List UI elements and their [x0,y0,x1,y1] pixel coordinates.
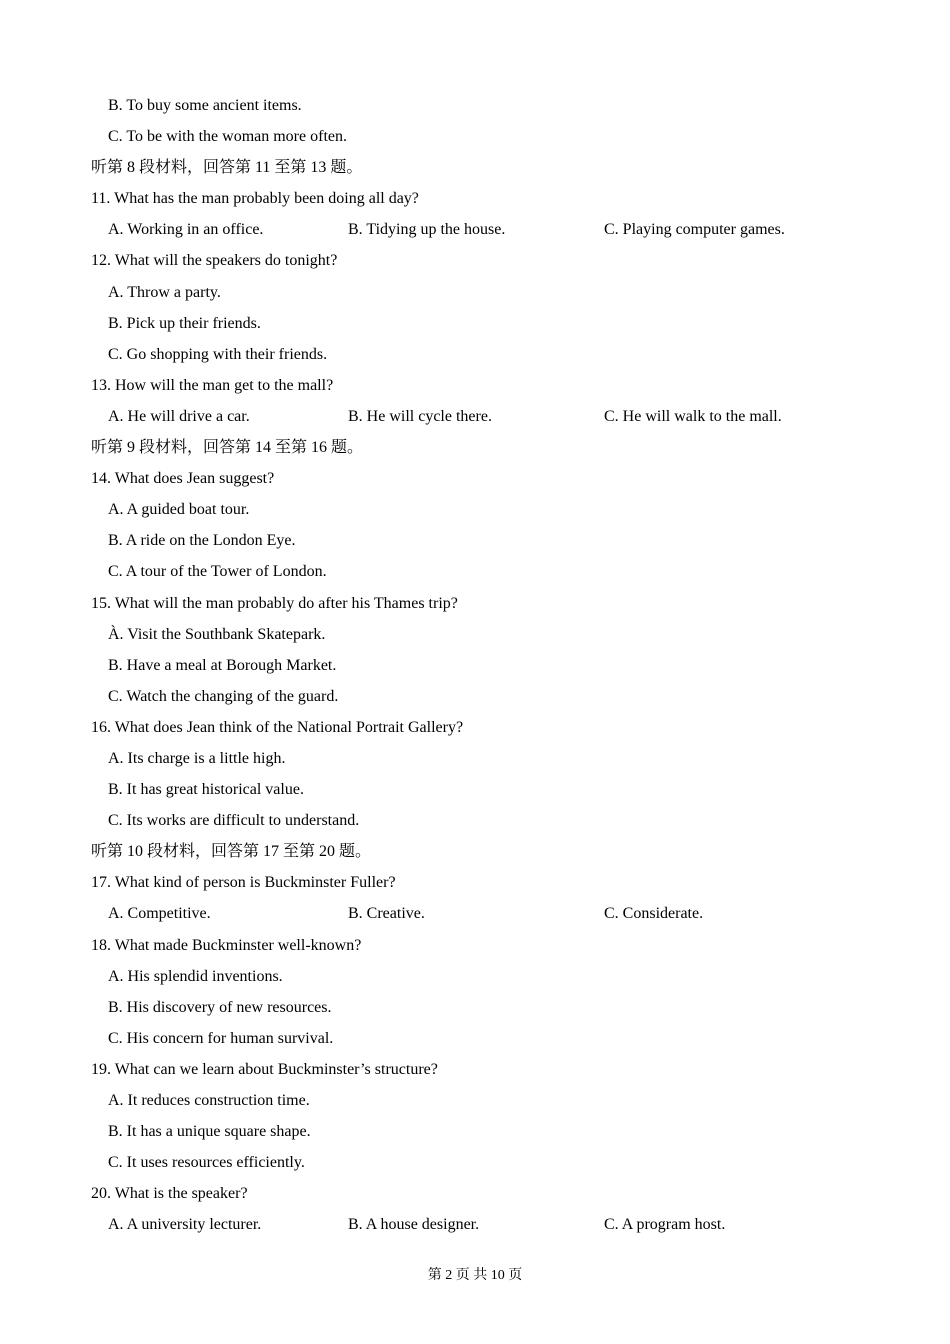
option-c: C. Considerate. [604,905,704,923]
option-text: A. It reduces construction time. [108,1092,310,1109]
option-text: C. To be with the woman more often. [108,128,347,146]
question-text: 11. What has the man probably been doing all day? [91,190,419,208]
option-text: B. His discovery of new resources. [108,998,332,1016]
option-text: C. Go shopping with their friends. [108,345,328,363]
question-text: 15. What will the man probably do after his Thames trip? [91,594,458,612]
option-c: C. He will walk to the mall. [604,407,782,425]
question-text: 16. What does Jean think of the National Portrait Gallery? [91,718,464,736]
option-text: B. Have a meal at Borough Market. [108,656,337,674]
option-text: À. Visit the Southbank Skatepark. [108,625,326,643]
option-text: A. Throw a party. [108,283,221,301]
option-text: B. It has a unique square shape. [108,1123,311,1141]
option-text: C. His concern for human survival. [108,1029,334,1047]
option-text: B. Pick up their friends. [108,314,261,332]
option-text: C. It uses resources efficiently. [108,1154,305,1172]
option-text: B. It has great historical value. [108,781,304,799]
option-text: A. Its charge is a little high. [108,749,286,767]
option-a: A. A university lecturer. [108,1216,262,1234]
question-list [0,92,950,1242]
option-row [0,403,950,434]
option-text: A. A guided boat tour. [108,501,250,519]
option-c: C. Playing computer games. [604,221,785,239]
question-text: 19. What can we learn about Buckminster’s structure? [91,1060,438,1078]
option-b: B. Tidying up the house. [348,221,506,239]
option-text: A. His splendid inventions. [108,967,283,985]
option-b: B. A house designer. [348,1216,480,1234]
option-text: C. A tour of the Tower of London. [108,563,327,581]
question-text: 17. What kind of person is Buckminster Fuller? [91,874,396,892]
option-row [0,1211,950,1242]
option-text: C. Watch the changing of the guard. [108,687,339,705]
page-footer: 第 2 页 共 10 页 [427,1268,523,1283]
option-row [0,900,950,931]
section-instruction: 听第 10 段材料，回答第 17 至第 20 题。 [91,843,372,861]
option-text: B. A ride on the London Eye. [108,532,296,550]
question-text: 20. What is the speaker? [91,1185,248,1203]
section-instruction: 听第 9 段材料，回答第 14 至第 16 题。 [91,439,364,457]
option-a: A. Working in an office. [108,221,264,239]
option-b: B. He will cycle there. [348,407,492,425]
option-a: A. He will drive a car. [108,407,250,425]
option-a: A. Competitive. [108,905,211,923]
option-c: C. A program host. [604,1216,726,1234]
question-text: 13. How will the man get to the mall? [91,376,334,394]
question-text: 14. What does Jean suggest? [91,470,275,488]
question-text: 12. What will the speakers do tonight? [91,252,338,270]
question-text: 18. What made Buckminster well-known? [91,936,362,954]
option-text: C. Its works are difficult to understand. [108,812,360,830]
section-instruction: 听第 8 段材料，回答第 11 至第 13 题。 [91,159,363,177]
option-b: B. Creative. [348,905,425,923]
option-row [0,216,950,247]
option-text: B. To buy some ancient items. [108,97,302,114]
